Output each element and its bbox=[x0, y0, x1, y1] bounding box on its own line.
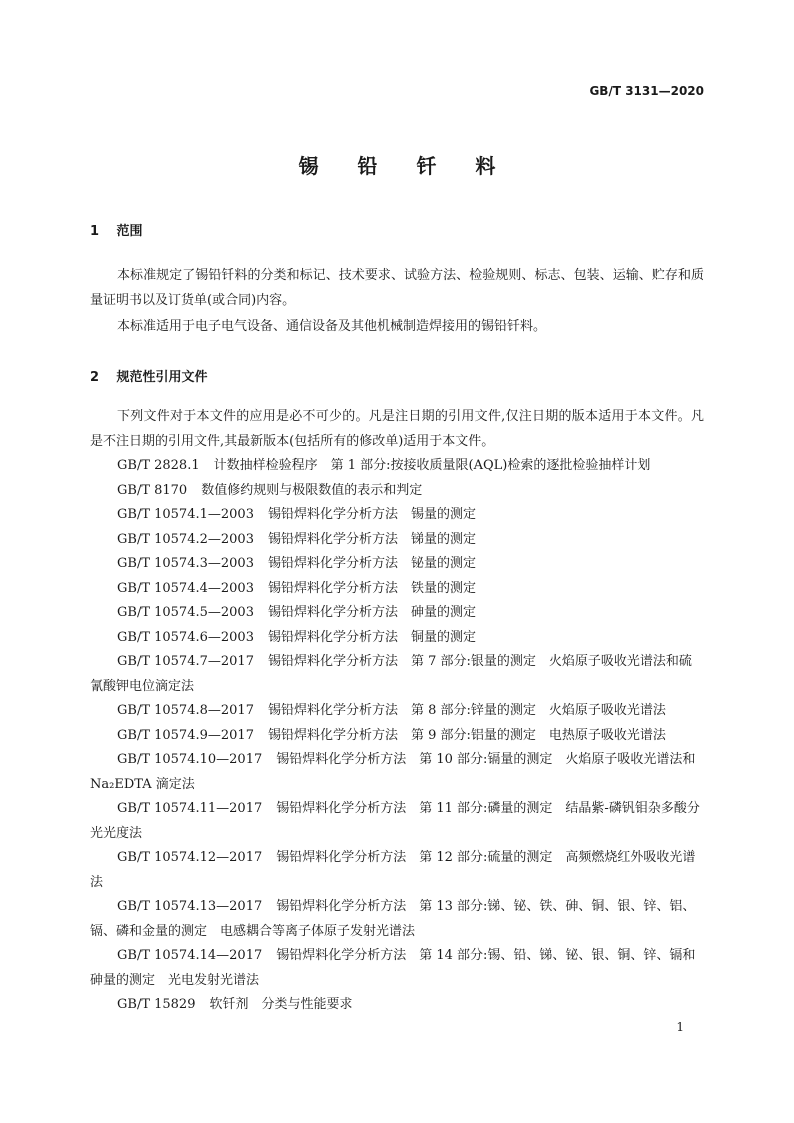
reference-code: GB/T 10574.1—2003 bbox=[117, 507, 254, 522]
reference-title: 软钎剂 分类与性能要求 bbox=[209, 997, 353, 1012]
reference-title: 锡铅焊料化学分析方法 铁量的测定 bbox=[267, 580, 476, 596]
reference-code: GB/T 10574.9—2017 bbox=[117, 727, 254, 743]
reference-item bbox=[90, 503, 704, 528]
section-2-heading bbox=[90, 366, 208, 385]
reference-item bbox=[90, 528, 704, 553]
reference-item bbox=[90, 944, 704, 993]
reference-title: 锡铅焊料化学分析方法 第 8 部分:锌量的测定 火焰原子吸收光谱法 bbox=[267, 703, 666, 718]
reference-code: GB/T 10574.14—2017 bbox=[117, 948, 263, 963]
reference-code: GB/T 2828.1 bbox=[117, 458, 200, 473]
references-intro-paragraph: 下列文件对于本文件的应用是必不可少的。凡是注日期的引用文件,仅注日期的版本适用于本文件。凡是不注日期的引用文件,其最新版本(包括所有的修改单)适用于本文件。 bbox=[90, 409, 704, 449]
scope-paragraph-1: 本标准规定了锡铅钎料的分类和标记、技术要求、试验方法、检验规则、标志、包装、运输、贮存和质量证明书以及订货单(或合同)内容。 bbox=[90, 268, 704, 308]
reference-title: 锡铅焊料化学分析方法 锑量的测定 bbox=[267, 531, 476, 547]
reference-code: GB/T 10574.10—2017 bbox=[117, 752, 263, 767]
reference-code: GB/T 10574.12—2017 bbox=[117, 850, 263, 865]
reference-code: GB/T 8170 bbox=[117, 482, 188, 498]
reference-code: GB/T 10574.6—2003 bbox=[117, 629, 254, 645]
reference-title: 锡铅焊料化学分析方法 第 12 部分:硫量的测定 高频燃烧红外吸收光谱法 bbox=[90, 850, 696, 890]
section-title: 规范性引用文件 bbox=[116, 370, 208, 385]
reference-item bbox=[90, 552, 704, 577]
reference-code: GB/T 10574.4—2003 bbox=[117, 580, 254, 596]
standard-code: GB/T 3131—2020 bbox=[589, 84, 704, 98]
reference-title: 计数抽样检验程序 第 1 部分:按接收质量限(AQL)检索的逐批检验抽样计划 bbox=[213, 458, 651, 473]
reference-item bbox=[90, 895, 704, 944]
reference-code: GB/T 10574.5—2003 bbox=[117, 605, 254, 620]
page-number: 1 bbox=[676, 1020, 684, 1034]
reference-title: 锡铅焊料化学分析方法 第 10 部分:镉量的测定 火焰原子吸收光谱法和 Na₂EDTA 滴定法 bbox=[90, 752, 696, 792]
reference-item bbox=[90, 601, 704, 626]
section-title: 范围 bbox=[116, 224, 143, 239]
reference-item bbox=[90, 797, 704, 846]
reference-title: 锡铅焊料化学分析方法 第 14 部分:锡、铅、锑、铋、银、铜、锌、镉和砷量的测定 光电发射光谱法 bbox=[90, 948, 696, 988]
reference-title: 锡铅焊料化学分析方法 第 9 部分:铝量的测定 电热原子吸收光谱法 bbox=[267, 727, 666, 743]
reference-code: GB/T 10574.2—2003 bbox=[117, 531, 254, 547]
section-number: 1 bbox=[90, 224, 100, 239]
reference-title: 锡铅焊料化学分析方法 第 7 部分:银量的测定 火焰原子吸收光谱法和硫氰酸钾电位滴定法 bbox=[90, 654, 692, 694]
document-title: 锡 铅 钎 料 bbox=[298, 154, 512, 178]
reference-item bbox=[90, 699, 704, 724]
reference-code: GB/T 10574.11—2017 bbox=[117, 801, 263, 816]
reference-item bbox=[90, 748, 704, 797]
reference-title: 数值修约规则与极限数值的表示和判定 bbox=[201, 482, 423, 498]
reference-title: 锡铅焊料化学分析方法 锡量的测定 bbox=[267, 507, 476, 522]
reference-title: 锡铅焊料化学分析方法 第 13 部分:锑、铋、铁、砷、铜、银、锌、铝、镉、磷和金量的测定 电感耦合等离子体原子发射光谱法 bbox=[90, 899, 696, 939]
section-number: 2 bbox=[90, 370, 100, 385]
reference-title: 锡铅焊料化学分析方法 第 11 部分:磷量的测定 结晶紫-磷钒钼杂多酸分光光度法 bbox=[90, 801, 700, 841]
scope-paragraph-2: 本标准适用于电子电气设备、通信设备及其他机械制造焊接用的锡铅钎料。 bbox=[117, 319, 547, 334]
reference-item bbox=[90, 454, 704, 479]
reference-code: GB/T 10574.13—2017 bbox=[117, 899, 263, 914]
section-1-heading bbox=[90, 220, 143, 239]
reference-item bbox=[90, 993, 704, 1018]
reference-item bbox=[90, 577, 704, 602]
reference-code: GB/T 15829 bbox=[117, 997, 196, 1012]
normative-references-list bbox=[90, 454, 704, 1018]
reference-code: GB/T 10574.3—2003 bbox=[117, 556, 254, 571]
reference-item bbox=[90, 650, 704, 699]
reference-title: 锡铅焊料化学分析方法 铋量的测定 bbox=[267, 556, 476, 571]
reference-code: GB/T 10574.7—2017 bbox=[117, 654, 254, 669]
reference-item bbox=[90, 626, 704, 651]
reference-title: 锡铅焊料化学分析方法 铜量的测定 bbox=[267, 629, 476, 645]
reference-item bbox=[90, 724, 704, 749]
reference-title: 锡铅焊料化学分析方法 砷量的测定 bbox=[267, 605, 476, 620]
reference-code: GB/T 10574.8—2017 bbox=[117, 703, 254, 718]
reference-item bbox=[90, 479, 704, 504]
reference-item bbox=[90, 846, 704, 895]
